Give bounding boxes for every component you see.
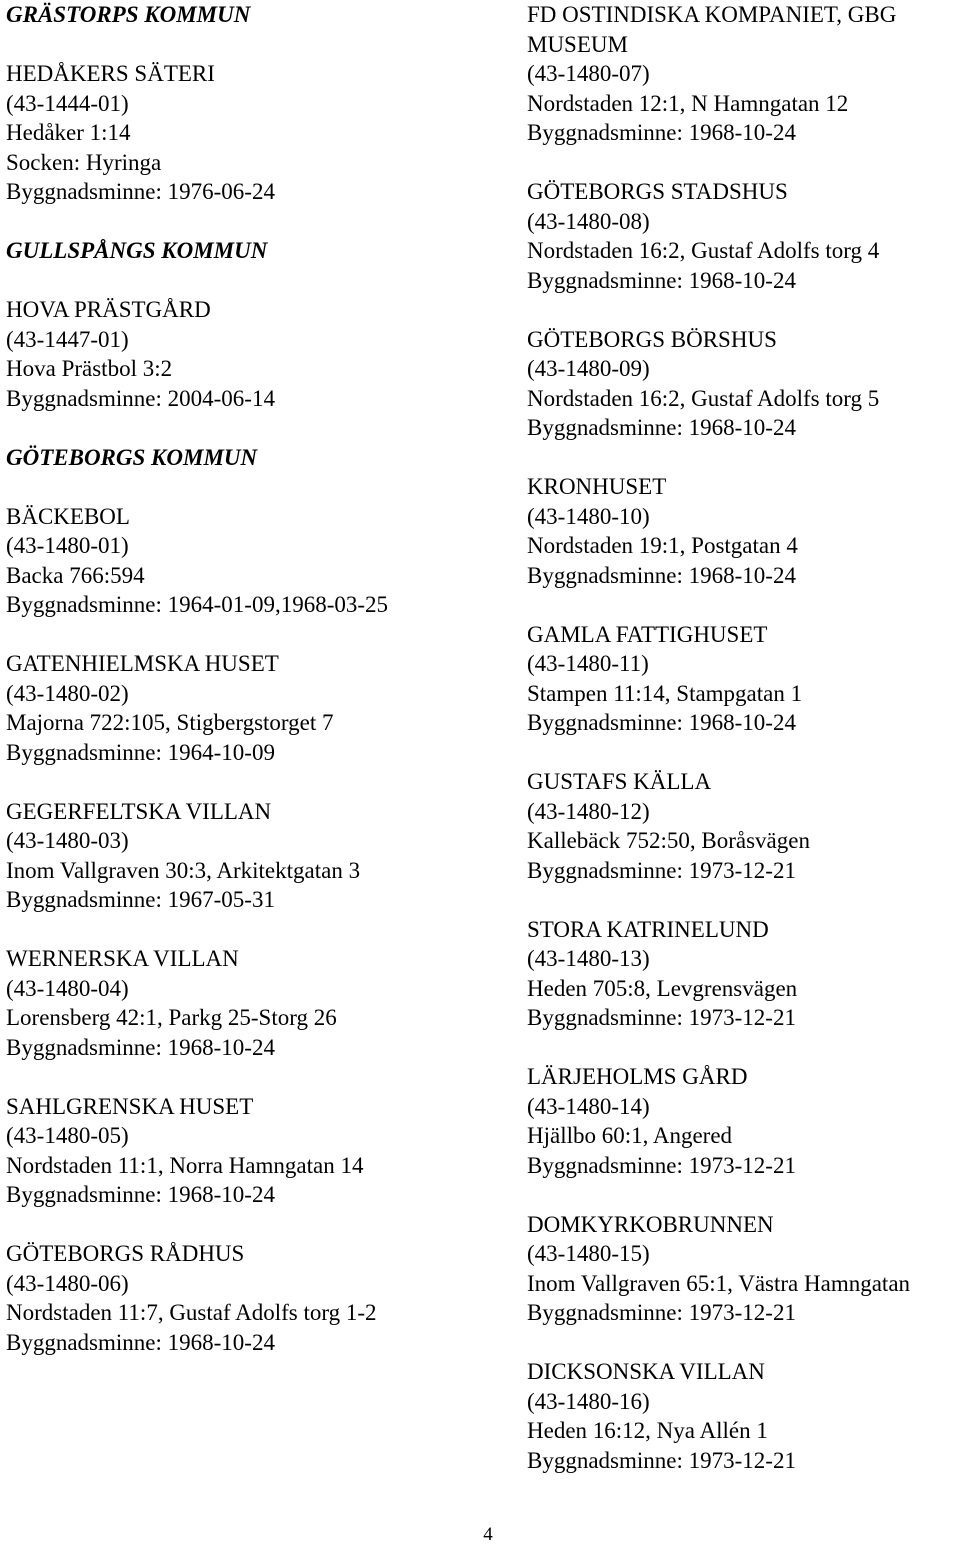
right-column	[527, 0, 960, 1475]
spacer	[6, 30, 506, 60]
entry-date: Byggnadsminne: 1964-01-09,1968-03-25	[6, 592, 389, 617]
entry-id: (43-1480-13)	[527, 946, 650, 971]
entry-id: (43-1480-02)	[6, 680, 129, 706]
entry-id: (43-1480-16)	[527, 1388, 650, 1414]
entry-property: Kallebäck 752:50, Boråsvägen	[527, 828, 810, 853]
entry-date: Byggnadsminne: 1968-10-24	[527, 710, 796, 735]
entry-id: (43-1480-11)	[527, 651, 649, 676]
kommun-heading: GULLSPÅNGS KOMMUN	[6, 238, 268, 263]
entry-id: (43-1447-01)	[6, 326, 129, 352]
spacer	[6, 413, 506, 443]
entry-name: HEDÅKERS SÄTERI	[6, 61, 215, 86]
entry-name-continued: MUSEUM	[527, 31, 628, 57]
entry-id: (43-1480-14)	[527, 1093, 650, 1119]
spacer	[6, 1210, 506, 1240]
entry-date: Byggnadsminne: 1973-12-21	[527, 857, 796, 883]
entry-name: KRONHUSET	[527, 474, 667, 499]
entry-property: Nordstaden 19:1, Postgatan 4	[527, 533, 798, 558]
spacer	[6, 620, 506, 650]
spacer	[527, 1033, 960, 1063]
spacer	[527, 443, 960, 473]
spacer	[6, 1062, 506, 1092]
kommun-heading: GRÄSTORPS KOMMUN	[6, 2, 251, 27]
entry-id: (43-1480-15)	[527, 1241, 650, 1266]
entry-name: DICKSONSKA VILLAN	[527, 1359, 765, 1384]
spacer	[527, 590, 960, 620]
spacer	[527, 1328, 960, 1358]
entry-property: Hjällbo 60:1, Angered	[527, 1123, 733, 1148]
entry-date: Byggnadsminne: 1968-10-24	[527, 562, 796, 588]
entry-id: (43-1480-05)	[6, 1123, 129, 1148]
entry-id: (43-1444-01)	[6, 90, 129, 116]
entry-id: (43-1480-12)	[527, 798, 650, 824]
entry-date: Byggnadsminne: 1968-10-24	[527, 267, 796, 293]
entry-id: (43-1480-06)	[6, 1270, 129, 1296]
entry-property: Heden 705:8, Levgrensvägen	[527, 975, 798, 1001]
spacer	[6, 767, 506, 797]
entry-name: GEGERFELTSKA VILLAN	[6, 798, 272, 824]
entry-date: Byggnadsminne: 1973-12-21	[527, 1005, 796, 1030]
entry-id: (43-1480-10)	[527, 503, 650, 529]
entry-id: (43-1480-03)	[6, 828, 129, 853]
entry-property: Hedåker 1:14	[6, 120, 131, 145]
spacer	[6, 266, 506, 296]
entry-date: Byggnadsminne: 1968-10-24	[6, 1329, 275, 1355]
entry-date: Byggnadsminne: 1973-12-21	[527, 1447, 796, 1473]
entry-property: Hova Prästbol 3:2	[6, 356, 173, 381]
entry-property: Nordstaden 16:2, Gustaf Adolfs torg 4	[527, 238, 880, 263]
entry-id: (43-1480-01)	[6, 533, 129, 558]
spacer	[527, 148, 960, 178]
entry-name: SAHLGRENSKA HUSET	[6, 1093, 254, 1119]
entry-id: (43-1480-07)	[527, 61, 650, 86]
entry-property: Majorna 722:105, Stigbergstorget 7	[6, 710, 334, 735]
entry-property: Nordstaden 16:2, Gustaf Adolfs torg 5	[527, 385, 880, 411]
spacer	[527, 738, 960, 768]
entry-property: Inom Vallgraven 30:3, Arkitektgatan 3	[6, 857, 361, 883]
entry-id: (43-1480-08)	[527, 208, 650, 234]
spacer	[527, 885, 960, 915]
entry-name: GÖTEBORGS BÖRSHUS	[527, 326, 777, 352]
spacer	[527, 295, 960, 325]
entry-property: Lorensberg 42:1, Parkg 25-Storg 26	[6, 1005, 337, 1030]
entry-name: FD OSTINDISKA KOMPANIET, GBG	[527, 2, 897, 27]
entry-date: Byggnadsminne: 1967-05-31	[6, 887, 275, 912]
entry-name: DOMKYRKOBRUNNEN	[527, 1211, 774, 1237]
entry-property: Inom Vallgraven 65:1, Västra Hamngatan	[527, 1270, 911, 1296]
entry-property: Nordstaden 11:1, Norra Hamngatan 14	[6, 1152, 364, 1178]
entry-date: Byggnadsminne: 1968-10-24	[527, 415, 796, 440]
entry-property: Nordstaden 12:1, N Hamngatan 12	[527, 90, 849, 116]
entry-date: Byggnadsminne: 1973-12-21	[527, 1300, 796, 1325]
entry-id: (43-1480-04)	[6, 975, 129, 1001]
entry-date: Byggnadsminne: 1976-06-24	[6, 179, 275, 204]
entry-date: Byggnadsminne: 2004-06-14	[6, 385, 275, 411]
entry-name: GÖTEBORGS RÅDHUS	[6, 1241, 245, 1266]
spacer	[6, 207, 506, 237]
spacer	[6, 472, 506, 502]
entry-name: GAMLA FATTIGHUSET	[527, 621, 768, 647]
entry-name: GATENHIELMSKA HUSET	[6, 651, 279, 676]
entry-name: LÄRJEHOLMS GÅRD	[527, 1064, 748, 1089]
entry-date: Byggnadsminne: 1968-10-24	[527, 120, 796, 145]
entry-date: Byggnadsminne: 1968-10-24	[6, 1182, 275, 1207]
entry-property: Backa 766:594	[6, 562, 145, 588]
entry-date: Byggnadsminne: 1964-10-09	[6, 739, 275, 765]
spacer	[6, 915, 506, 945]
entry-name: HOVA PRÄSTGÅRD	[6, 297, 211, 322]
entry-date: Byggnadsminne: 1968-10-24	[6, 1034, 275, 1060]
kommun-heading: GÖTEBORGS KOMMUN	[6, 444, 258, 470]
entry-parish: Socken: Hyringa	[6, 149, 162, 175]
entry-property: Stampen 11:14, Stampgatan 1	[527, 680, 803, 706]
entry-property: Heden 16:12, Nya Allén 1	[527, 1418, 768, 1443]
spacer	[527, 1180, 960, 1210]
entry-name: BÄCKEBOL	[6, 503, 130, 529]
entry-name: GUSTAFS KÄLLA	[527, 769, 712, 794]
entry-name: STORA KATRINELUND	[527, 916, 769, 942]
entry-date: Byggnadsminne: 1973-12-21	[527, 1152, 796, 1178]
entry-property: Nordstaden 11:7, Gustaf Adolfs torg 1-2	[6, 1300, 377, 1325]
entry-id: (43-1480-09)	[527, 356, 650, 381]
entry-name: WERNERSKA VILLAN	[6, 946, 239, 971]
entry-name: GÖTEBORGS STADSHUS	[527, 179, 788, 204]
left-column	[6, 0, 506, 1357]
page-number: 4	[483, 1524, 493, 1545]
